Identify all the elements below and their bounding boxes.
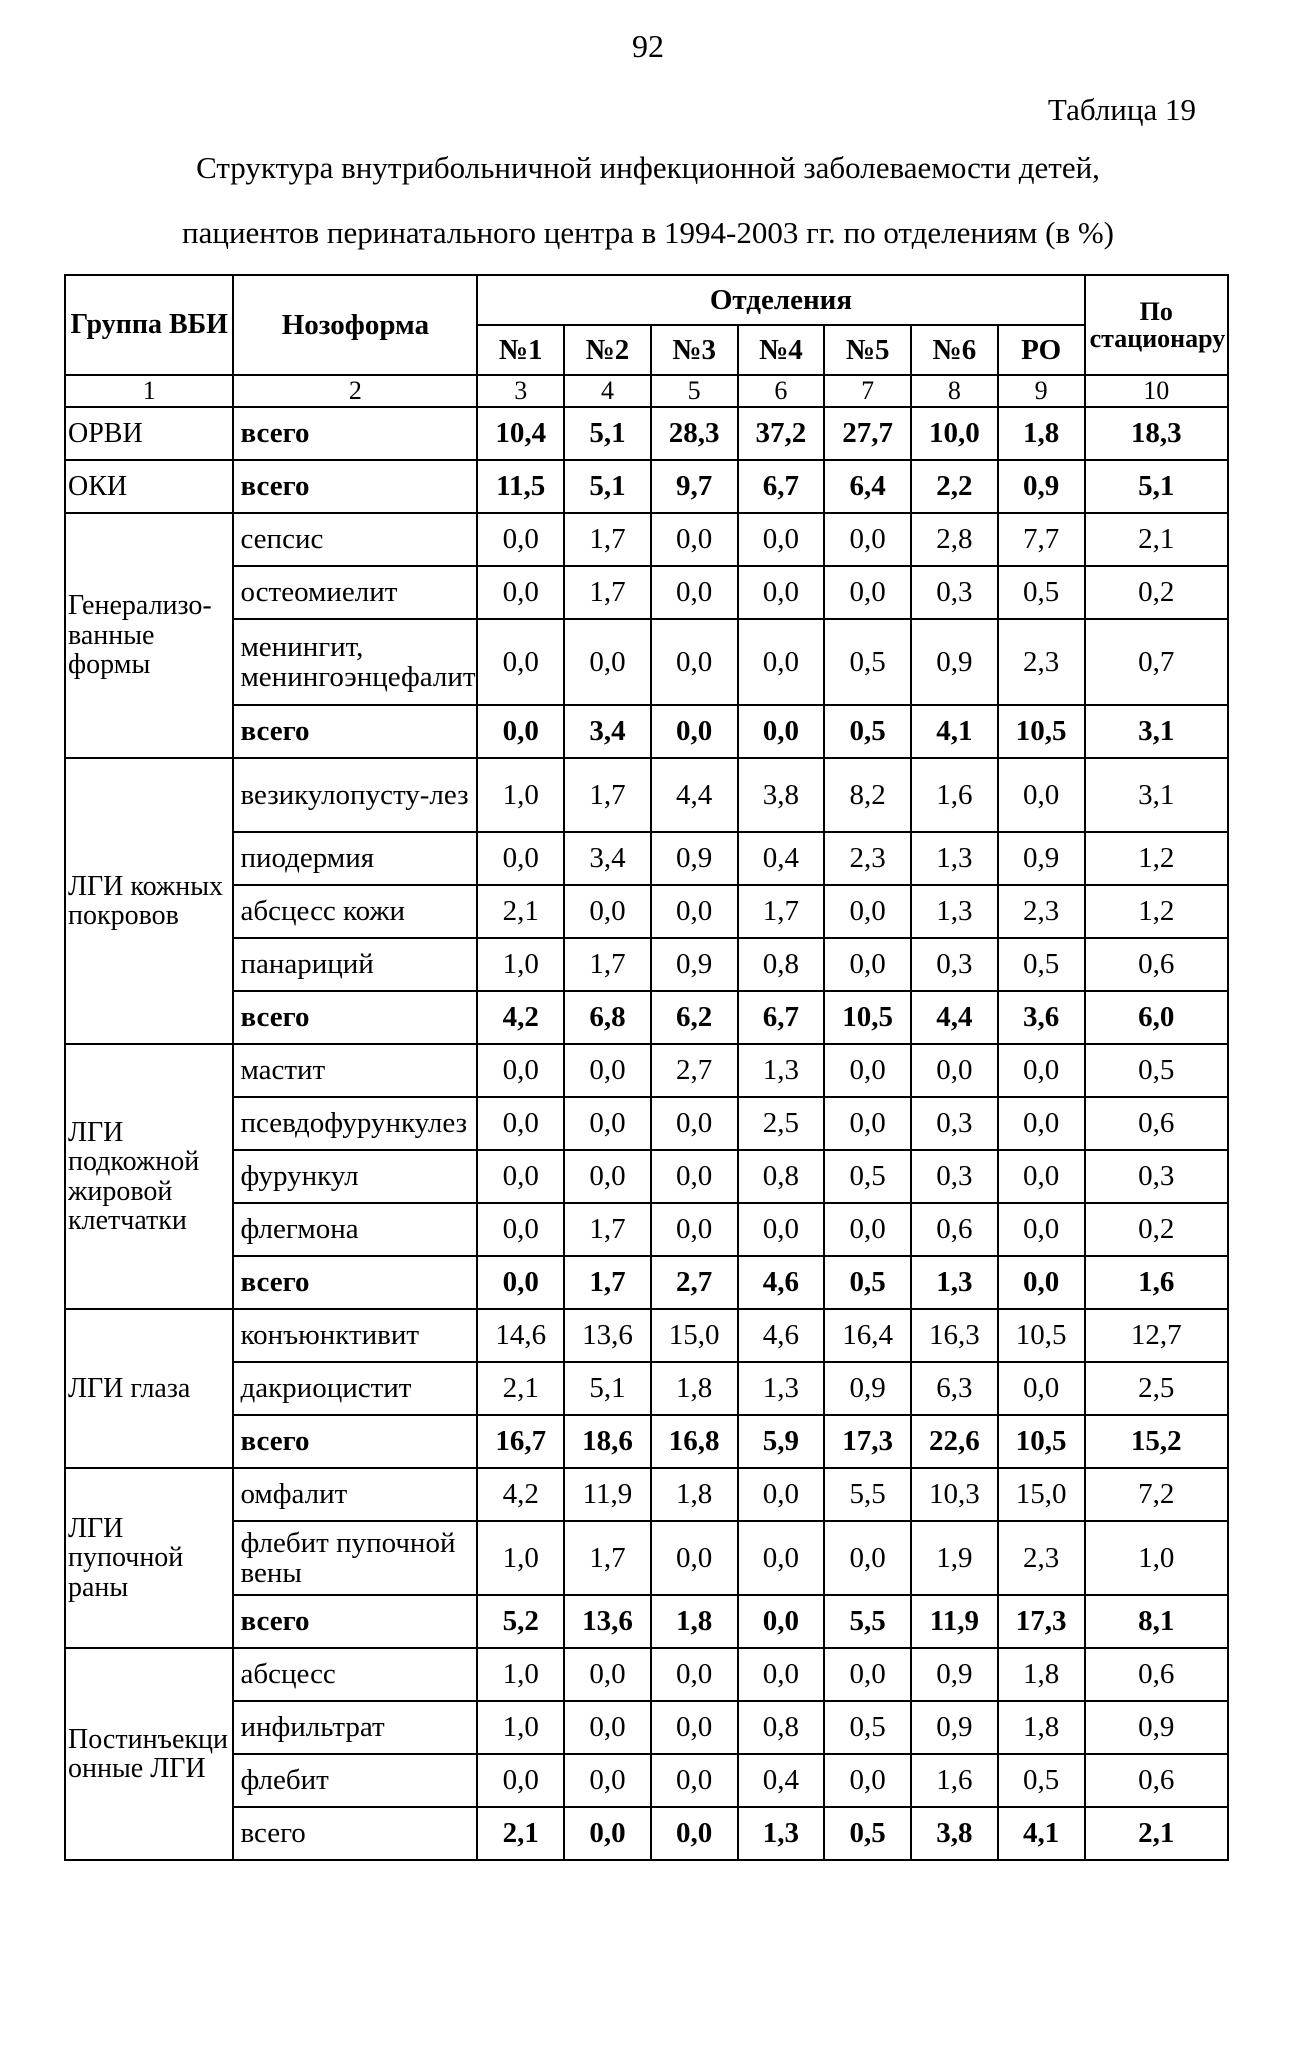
dept-value-cell: 0,0	[824, 1648, 911, 1701]
nosoform-cell: конъюнктивит	[233, 1309, 477, 1362]
dept-value-cell: 0,0	[911, 1044, 998, 1097]
nosoform-cell: дакриоцистит	[233, 1362, 477, 1415]
nosoform-cell: пиодермия	[233, 832, 477, 885]
dept-value-cell: 0,0	[824, 1203, 911, 1256]
total-value-cell: 0,5	[1085, 1044, 1228, 1097]
dept-value-cell: 0,0	[564, 1097, 651, 1150]
total-value-cell: 12,7	[1085, 1309, 1228, 1362]
dept-value-cell: 2,2	[911, 460, 998, 513]
dept-value-cell: 1,8	[998, 1701, 1085, 1754]
dept-value-cell: 5,1	[564, 460, 651, 513]
dept-value-cell: 3,8	[911, 1807, 998, 1860]
dept-value-cell: 0,0	[738, 1521, 825, 1595]
dept-value-cell: 0,0	[738, 619, 825, 705]
dept-value-cell: 0,9	[651, 938, 738, 991]
dept-value-cell: 0,0	[477, 832, 564, 885]
group-name-cell: ЛГИ глаза	[65, 1309, 233, 1468]
dept-value-cell: 10,5	[998, 1415, 1085, 1468]
dept-value-cell: 15,0	[651, 1309, 738, 1362]
column-index-row	[65, 375, 1228, 407]
dept-value-cell: 1,7	[738, 885, 825, 938]
table-row	[65, 1701, 1228, 1754]
total-value-cell: 1,0	[1085, 1521, 1228, 1595]
table-total-row	[65, 407, 1228, 460]
dept-value-cell: 4,4	[651, 758, 738, 832]
dept-value-cell: 0,5	[824, 1807, 911, 1860]
total-value-cell: 1,2	[1085, 832, 1228, 885]
nosoform-cell: абсцесс	[233, 1648, 477, 1701]
dept-value-cell: 16,4	[824, 1309, 911, 1362]
nosoform-cell: всего	[233, 460, 477, 513]
header-dept: №2	[564, 325, 651, 375]
dept-value-cell: 10,5	[998, 705, 1085, 758]
dept-value-cell: 1,0	[477, 938, 564, 991]
nosoform-cell: всего	[233, 705, 477, 758]
total-value-cell: 2,1	[1085, 513, 1228, 566]
nosoform-cell: флебит пупочной вены	[233, 1521, 477, 1595]
nosoform-cell: панариций	[233, 938, 477, 991]
group-name-cell: ЛГИ кожных покровов	[65, 758, 233, 1044]
dept-value-cell: 0,0	[824, 513, 911, 566]
dept-value-cell: 0,0	[998, 758, 1085, 832]
table-row	[65, 566, 1228, 619]
table-row	[65, 1754, 1228, 1807]
table-total-row	[65, 1256, 1228, 1309]
dept-value-cell: 17,3	[998, 1595, 1085, 1648]
dept-value-cell: 0,3	[911, 566, 998, 619]
dept-value-cell: 0,5	[824, 1150, 911, 1203]
dept-value-cell: 0,0	[651, 705, 738, 758]
header-nosoform: Нозоформа	[233, 275, 477, 375]
dept-value-cell: 0,0	[564, 1044, 651, 1097]
nosoform-cell: абсцесс кожи	[233, 885, 477, 938]
table-caption-line-2: пациентов перинатального центра в 1994-2003 гг. по отделениям (в %)	[182, 215, 1114, 250]
total-value-cell: 0,6	[1085, 1754, 1228, 1807]
dept-value-cell: 0,0	[738, 1468, 825, 1521]
dept-value-cell: 3,6	[998, 991, 1085, 1044]
dept-value-cell: 0,0	[477, 1044, 564, 1097]
dept-value-cell: 10,5	[824, 991, 911, 1044]
dept-value-cell: 16,3	[911, 1309, 998, 1362]
dept-value-cell: 1,0	[477, 1648, 564, 1701]
table-row	[65, 513, 1228, 566]
dept-value-cell: 0,0	[738, 705, 825, 758]
dept-value-cell: 2,3	[998, 619, 1085, 705]
total-value-cell: 3,1	[1085, 758, 1228, 832]
column-index: 8	[911, 375, 998, 407]
nosoform-cell: везикулопусту-лез	[233, 758, 477, 832]
dept-value-cell: 10,5	[998, 1309, 1085, 1362]
dept-value-cell: 0,5	[824, 1256, 911, 1309]
total-value-cell: 7,2	[1085, 1468, 1228, 1521]
column-index: 10	[1085, 375, 1228, 407]
header-dept: №3	[651, 325, 738, 375]
total-value-cell: 0,3	[1085, 1150, 1228, 1203]
dept-value-cell: 0,0	[564, 1150, 651, 1203]
dept-value-cell: 11,9	[564, 1468, 651, 1521]
group-name-cell: ОРВИ	[65, 407, 233, 460]
dept-value-cell: 0,9	[911, 1701, 998, 1754]
dept-value-cell: 16,8	[651, 1415, 738, 1468]
total-value-cell: 3,1	[1085, 705, 1228, 758]
dept-value-cell: 5,9	[738, 1415, 825, 1468]
dept-value-cell: 1,8	[998, 407, 1085, 460]
dept-value-cell: 0,0	[477, 513, 564, 566]
dept-value-cell: 0,0	[651, 513, 738, 566]
dept-value-cell: 0,0	[998, 1150, 1085, 1203]
dept-value-cell: 0,0	[564, 1701, 651, 1754]
total-value-cell: 8,1	[1085, 1595, 1228, 1648]
nosoform-cell: всего	[233, 407, 477, 460]
nosoform-cell: всего	[233, 991, 477, 1044]
dept-value-cell: 2,7	[651, 1044, 738, 1097]
dept-value-cell: 0,9	[911, 619, 998, 705]
dept-value-cell: 0,9	[998, 832, 1085, 885]
dept-value-cell: 2,1	[477, 1362, 564, 1415]
total-value-cell: 0,2	[1085, 566, 1228, 619]
dept-value-cell: 17,3	[824, 1415, 911, 1468]
table-row	[65, 938, 1228, 991]
dept-value-cell: 1,7	[564, 566, 651, 619]
nosoform-cell: всего	[233, 1595, 477, 1648]
dept-value-cell: 11,9	[911, 1595, 998, 1648]
dept-value-cell: 1,7	[564, 758, 651, 832]
dept-value-cell: 5,2	[477, 1595, 564, 1648]
dept-value-cell: 0,0	[477, 1097, 564, 1150]
column-index: 3	[477, 375, 564, 407]
dept-value-cell: 3,4	[564, 705, 651, 758]
dept-value-cell: 7,7	[998, 513, 1085, 566]
nosoform-cell: инфильтрат	[233, 1701, 477, 1754]
dept-value-cell: 6,7	[738, 460, 825, 513]
dept-value-cell: 28,3	[651, 407, 738, 460]
total-value-cell: 6,0	[1085, 991, 1228, 1044]
dept-value-cell: 0,0	[651, 566, 738, 619]
total-value-cell: 5,1	[1085, 460, 1228, 513]
dept-value-cell: 1,9	[911, 1521, 998, 1595]
dept-value-cell: 16,7	[477, 1415, 564, 1468]
dept-value-cell: 0,0	[477, 1754, 564, 1807]
dept-value-cell: 4,2	[477, 1468, 564, 1521]
dept-value-cell: 0,9	[651, 832, 738, 885]
total-value-cell: 18,3	[1085, 407, 1228, 460]
dept-value-cell: 4,6	[738, 1309, 825, 1362]
dept-value-cell: 0,0	[651, 885, 738, 938]
dept-value-cell: 0,0	[651, 1097, 738, 1150]
dept-value-cell: 0,0	[477, 1150, 564, 1203]
table-row	[65, 1309, 1228, 1362]
dept-value-cell: 0,5	[998, 1754, 1085, 1807]
header-dept: №5	[824, 325, 911, 375]
total-value-cell: 0,6	[1085, 1648, 1228, 1701]
dept-value-cell: 1,3	[911, 832, 998, 885]
nosoform-cell: мастит	[233, 1044, 477, 1097]
group-name-cell: ОКИ	[65, 460, 233, 513]
nosoform-cell: флебит	[233, 1754, 477, 1807]
dept-value-cell: 2,8	[911, 513, 998, 566]
dept-value-cell: 0,0	[738, 1648, 825, 1701]
total-value-cell: 2,5	[1085, 1362, 1228, 1415]
dept-value-cell: 0,3	[911, 1097, 998, 1150]
nosoform-cell: всего	[233, 1256, 477, 1309]
total-value-cell: 0,7	[1085, 619, 1228, 705]
dept-value-cell: 2,1	[477, 885, 564, 938]
dept-value-cell: 1,0	[477, 1701, 564, 1754]
dept-value-cell: 6,3	[911, 1362, 998, 1415]
dept-value-cell: 0,8	[738, 1701, 825, 1754]
table-row	[65, 832, 1228, 885]
page-number: 92	[632, 28, 664, 64]
header-dept: №4	[738, 325, 825, 375]
dept-value-cell: 4,6	[738, 1256, 825, 1309]
table-row	[65, 619, 1228, 705]
dept-value-cell: 0,5	[824, 1701, 911, 1754]
table-row	[65, 1362, 1228, 1415]
table-total-row	[65, 460, 1228, 513]
table-row	[65, 1203, 1228, 1256]
dept-value-cell: 4,1	[998, 1807, 1085, 1860]
table-label: Таблица 19	[1047, 92, 1196, 127]
column-index: 5	[651, 375, 738, 407]
dept-value-cell: 0,0	[738, 1203, 825, 1256]
dept-value-cell: 4,1	[911, 705, 998, 758]
dept-value-cell: 0,0	[998, 1044, 1085, 1097]
dept-value-cell: 5,1	[564, 1362, 651, 1415]
column-index: 4	[564, 375, 651, 407]
dept-value-cell: 0,3	[911, 1150, 998, 1203]
header-dept: №1	[477, 325, 564, 375]
table-row	[65, 758, 1228, 832]
dept-value-cell: 1,8	[998, 1648, 1085, 1701]
table-row	[65, 1648, 1228, 1701]
column-index: 7	[824, 375, 911, 407]
dept-value-cell: 0,3	[911, 938, 998, 991]
dept-value-cell: 18,6	[564, 1415, 651, 1468]
dept-value-cell: 0,0	[651, 1648, 738, 1701]
dept-value-cell: 0,5	[824, 619, 911, 705]
dept-value-cell: 0,9	[911, 1648, 998, 1701]
dept-value-cell: 1,7	[564, 938, 651, 991]
dept-value-cell: 0,0	[824, 1044, 911, 1097]
dept-value-cell: 0,0	[477, 1203, 564, 1256]
nosoform-cell: сепсис	[233, 513, 477, 566]
dept-value-cell: 0,0	[564, 619, 651, 705]
total-value-cell: 0,6	[1085, 938, 1228, 991]
table-total-row	[65, 991, 1228, 1044]
dept-value-cell: 0,0	[564, 1807, 651, 1860]
dept-value-cell: 11,5	[477, 460, 564, 513]
dept-value-cell: 4,4	[911, 991, 998, 1044]
nosoform-cell: менингит, менингоэнцефалит	[233, 619, 477, 705]
dept-value-cell: 2,3	[998, 885, 1085, 938]
nosoform-cell: фурункул	[233, 1150, 477, 1203]
dept-value-cell: 6,8	[564, 991, 651, 1044]
total-value-cell: 0,6	[1085, 1097, 1228, 1150]
dept-value-cell: 0,0	[651, 1521, 738, 1595]
dept-value-cell: 13,6	[564, 1309, 651, 1362]
header-dept: №6	[911, 325, 998, 375]
dept-value-cell: 0,9	[998, 460, 1085, 513]
dept-value-cell: 1,8	[651, 1468, 738, 1521]
dept-value-cell: 5,1	[564, 407, 651, 460]
dept-value-cell: 0,0	[824, 938, 911, 991]
group-name-cell: Постинъекци онные ЛГИ	[65, 1648, 233, 1860]
dept-value-cell: 0,0	[477, 566, 564, 619]
dept-value-cell: 1,7	[564, 1521, 651, 1595]
total-value-cell: 1,6	[1085, 1256, 1228, 1309]
dept-value-cell: 1,3	[738, 1044, 825, 1097]
dept-value-cell: 1,8	[651, 1362, 738, 1415]
nosoform-cell: омфалит	[233, 1468, 477, 1521]
group-name-cell: Генерализо-ванные формы	[65, 513, 233, 758]
table-total-row	[65, 1807, 1228, 1860]
dept-value-cell: 3,8	[738, 758, 825, 832]
column-index: 2	[233, 375, 477, 407]
table-row	[65, 885, 1228, 938]
dept-value-cell: 1,7	[564, 1203, 651, 1256]
dept-value-cell: 10,0	[911, 407, 998, 460]
dept-value-cell: 0,0	[738, 566, 825, 619]
total-value-cell: 0,2	[1085, 1203, 1228, 1256]
infection-structure-table	[64, 274, 1229, 1861]
nosoform-cell: всего	[233, 1415, 477, 1468]
dept-value-cell: 0,0	[998, 1256, 1085, 1309]
dept-value-cell: 0,0	[651, 1807, 738, 1860]
header-total: По стационару	[1085, 275, 1228, 375]
dept-value-cell: 0,0	[651, 1150, 738, 1203]
nosoform-cell: флегмона	[233, 1203, 477, 1256]
dept-value-cell: 0,0	[824, 1097, 911, 1150]
dept-value-cell: 0,0	[651, 1701, 738, 1754]
dept-value-cell: 1,3	[738, 1807, 825, 1860]
dept-value-cell: 6,2	[651, 991, 738, 1044]
dept-value-cell: 0,0	[824, 1521, 911, 1595]
column-index: 1	[65, 375, 233, 407]
dept-value-cell: 1,7	[564, 1256, 651, 1309]
dept-value-cell: 6,4	[824, 460, 911, 513]
group-name-cell: ЛГИ подкожной жировой клетчатки	[65, 1044, 233, 1309]
table-row	[65, 1468, 1228, 1521]
dept-value-cell: 1,6	[911, 758, 998, 832]
dept-value-cell: 0,5	[998, 938, 1085, 991]
dept-value-cell: 2,3	[998, 1521, 1085, 1595]
dept-value-cell: 0,5	[998, 566, 1085, 619]
dept-value-cell: 5,5	[824, 1468, 911, 1521]
dept-value-cell: 0,0	[998, 1362, 1085, 1415]
dept-value-cell: 0,4	[738, 1754, 825, 1807]
dept-value-cell: 0,9	[824, 1362, 911, 1415]
total-value-cell: 1,2	[1085, 885, 1228, 938]
dept-value-cell: 5,5	[824, 1595, 911, 1648]
dept-value-cell: 0,0	[738, 1595, 825, 1648]
dept-value-cell: 0,0	[651, 619, 738, 705]
table-total-row	[65, 705, 1228, 758]
dept-value-cell: 1,3	[911, 885, 998, 938]
dept-value-cell: 0,0	[564, 1754, 651, 1807]
dept-value-cell: 0,0	[998, 1097, 1085, 1150]
dept-value-cell: 0,0	[564, 1648, 651, 1701]
dept-value-cell: 0,8	[738, 1150, 825, 1203]
header-departments: Отделения	[477, 275, 1084, 325]
dept-value-cell: 0,0	[824, 566, 911, 619]
dept-value-cell: 0,0	[738, 513, 825, 566]
dept-value-cell: 0,4	[738, 832, 825, 885]
dept-value-cell: 4,2	[477, 991, 564, 1044]
dept-value-cell: 0,0	[824, 1754, 911, 1807]
table-body	[65, 407, 1228, 1860]
nosoform-cell: всего	[233, 1807, 477, 1860]
column-index: 6	[738, 375, 825, 407]
dept-value-cell: 15,0	[998, 1468, 1085, 1521]
dept-value-cell: 3,4	[564, 832, 651, 885]
nosoform-cell: псевдофурункулез	[233, 1097, 477, 1150]
dept-value-cell: 37,2	[738, 407, 825, 460]
dept-value-cell: 1,3	[738, 1362, 825, 1415]
dept-value-cell: 10,4	[477, 407, 564, 460]
dept-value-cell: 1,6	[911, 1754, 998, 1807]
dept-value-cell: 8,2	[824, 758, 911, 832]
dept-value-cell: 0,0	[564, 885, 651, 938]
table-total-row	[65, 1595, 1228, 1648]
total-value-cell: 0,9	[1085, 1701, 1228, 1754]
dept-value-cell: 9,7	[651, 460, 738, 513]
dept-value-cell: 1,7	[564, 513, 651, 566]
table-total-row	[65, 1415, 1228, 1468]
total-value-cell: 2,1	[1085, 1807, 1228, 1860]
table-row	[65, 1097, 1228, 1150]
dept-value-cell: 0,0	[477, 705, 564, 758]
dept-value-cell: 1,0	[477, 758, 564, 832]
column-index: 9	[998, 375, 1085, 407]
dept-value-cell: 0,0	[651, 1203, 738, 1256]
dept-value-cell: 1,3	[911, 1256, 998, 1309]
table-row	[65, 1521, 1228, 1595]
nosoform-cell: остеомиелит	[233, 566, 477, 619]
dept-value-cell: 6,7	[738, 991, 825, 1044]
dept-value-cell: 0,6	[911, 1203, 998, 1256]
dept-value-cell: 0,5	[824, 705, 911, 758]
dept-value-cell: 13,6	[564, 1595, 651, 1648]
dept-value-cell: 2,5	[738, 1097, 825, 1150]
table-row	[65, 1150, 1228, 1203]
header-group: Группа ВБИ	[65, 275, 233, 375]
dept-value-cell: 1,8	[651, 1595, 738, 1648]
dept-value-cell: 27,7	[824, 407, 911, 460]
dept-value-cell: 22,6	[911, 1415, 998, 1468]
dept-value-cell: 2,1	[477, 1807, 564, 1860]
dept-value-cell: 0,0	[477, 619, 564, 705]
dept-value-cell: 0,0	[998, 1203, 1085, 1256]
dept-value-cell: 10,3	[911, 1468, 998, 1521]
group-name-cell: ЛГИ пупочной раны	[65, 1468, 233, 1648]
dept-value-cell: 2,3	[824, 832, 911, 885]
table-caption-line-1: Структура внутрибольничной инфекционной заболеваемости детей,	[196, 150, 1100, 185]
dept-value-cell: 0,0	[651, 1754, 738, 1807]
dept-value-cell: 1,0	[477, 1521, 564, 1595]
dept-value-cell: 0,8	[738, 938, 825, 991]
dept-value-cell: 0,0	[477, 1256, 564, 1309]
total-value-cell: 15,2	[1085, 1415, 1228, 1468]
dept-value-cell: 14,6	[477, 1309, 564, 1362]
header-dept: РО	[998, 325, 1085, 375]
table-row	[65, 1044, 1228, 1097]
dept-value-cell: 0,0	[824, 885, 911, 938]
dept-value-cell: 2,7	[651, 1256, 738, 1309]
